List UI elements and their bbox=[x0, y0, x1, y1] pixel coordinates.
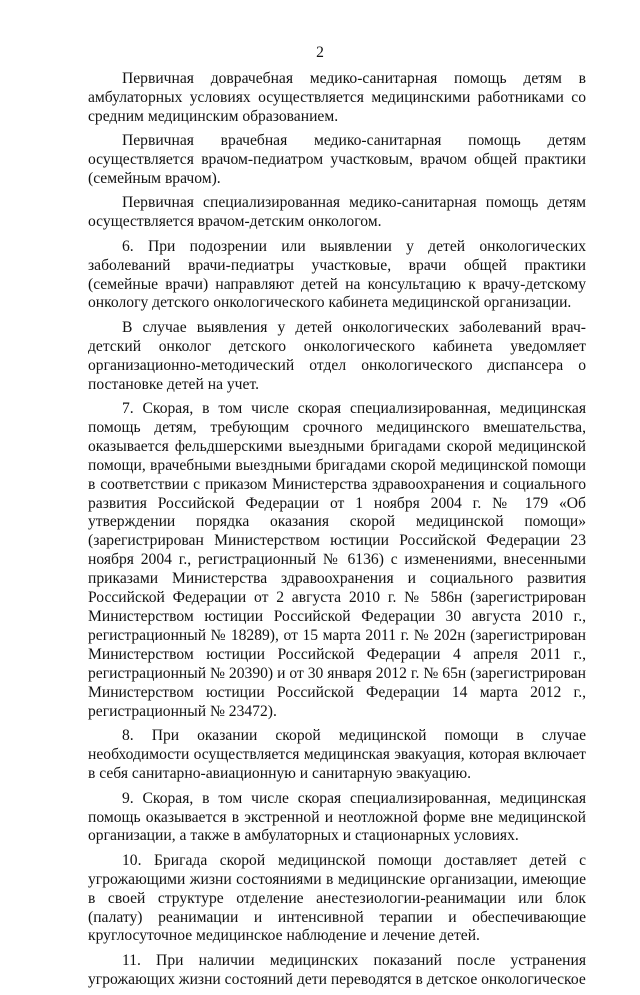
paragraph-item-7: 7. Скорая, в том числе скорая специализированная, медицинская помощь детям, требующим срочного медицинского вмешательства, оказывается фельдшерскими выездными бригадами скорой медицинской помощи, врачебными выездными бригадами скорой медицинской помощи в соответствии с приказом Министерства здравоохранения и социального развития Российской Федерации от 1 ноября 2004 г. № 179 «Об утверждении порядка оказания скорой медицинской помощи» (зарегистрирован Министерством юстиции Российской Федерации 23 ноября 2004 г., регистрационный № 6136) с изменениями, внесенными приказами Министерства здравоохранения и социального развития Российской Федерации от 2 августа 2010 г. № 586н (зарегистрирован Министерством юстиции Российской Федерации 30 августа 2010 г., регистрационный № 18289), от 15 марта 2011 г. № 202н (зарегистрирован Министерством юстиции Российской Федерации 4 апреля 2011 г., регистрационный № 20390) и от 30 января 2012 г. № 65н (зарегистрирован Министерством юстиции Российской Федерации 14 марта 2012 г., регистрационный № 23472). bbox=[88, 400, 586, 720]
paragraph-item-11: 11. При наличии медицинских показаний после устранения угрожающих жизни состояний дети переводятся в детское онкологическое bbox=[88, 951, 586, 988]
paragraph-primary-physician-care: Первичная врачебная медико-санитарная помощь детям осуществляется врачом-педиатром участковым, врачом общей практики (семейным врачом). bbox=[88, 132, 586, 188]
paragraph-detection-notice: В случае выявления у детей онкологических заболеваний врач-детский онколог детского онкологического кабинета уведомляет организационно-методический отдел онкологического диспансера о постановке детей на учет. bbox=[88, 318, 586, 393]
paragraph-item-10: 10. Бригада скорой медицинской помощи доставляет детей с угрожающими жизни состояниями в медицинские организации, имеющие в своей структуре отделение анестезиологии-реанимации или блок (палату) реанимации и интенсивной терапии и обеспечивающие круглосуточное медицинское наблюдение и лечение детей. bbox=[88, 851, 586, 945]
page-number: 2 bbox=[316, 44, 324, 61]
paragraph-item-8: 8. При оказании скорой медицинской помощи в случае необходимости осуществляется медицинская эвакуация, которая включает в себя санитарно-авиационную и санитарную эвакуацию. bbox=[88, 727, 586, 783]
paragraph-primary-specialized-care: Первичная специализированная медико-санитарная помощь детям осуществляется врачом-детским онкологом. bbox=[88, 194, 586, 231]
paragraph-item-6: 6. При подозрении или выявлении у детей онкологических заболеваний врачи-педиатры участковые, врачи общей практики (семейные врачи) направляют детей на консультацию к врачу-детскому онкологу детского онкологического кабинета медицинской организации. bbox=[88, 237, 586, 312]
paragraph-item-9: 9. Скорая, в том числе скорая специализированная, медицинская помощь оказывается в экстренной и неотложной форме вне медицинской организации, а также в амбулаторных и стационарных условиях. bbox=[88, 789, 586, 845]
paragraph-primary-prehospital-care: Первичная доврачебная медико-санитарная помощь детям в амбулаторных условиях осуществляется медицинскими работниками со средним медицинским образованием. bbox=[88, 70, 586, 125]
document-body bbox=[88, 70, 586, 995]
